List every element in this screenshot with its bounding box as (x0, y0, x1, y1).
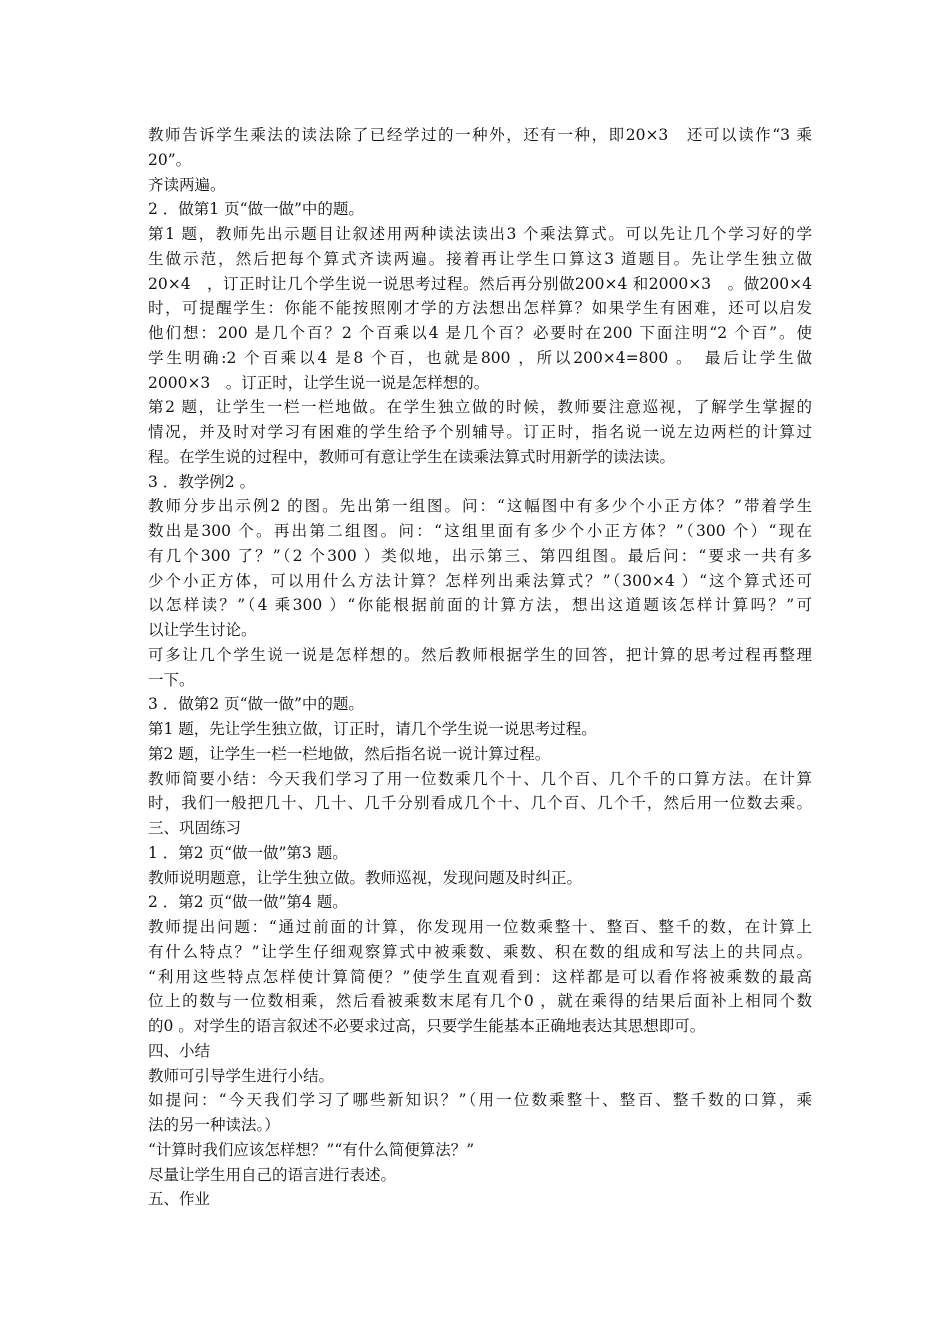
text-line: 一下。 (148, 670, 195, 689)
text-line: 四、小结 (148, 1041, 211, 1060)
text-line: 尽量让学生用自己的语言进行表述。 (148, 1165, 397, 1184)
text-line: 有几个300 了？”（2 个300 ）类似地，出示第三、第四组图。最后问：“要求一共有多 (148, 546, 812, 565)
text-line: 情况，并及时对学习有困难的学生给予个别辅导。订正时，指名说一说左边两栏的计算过 (148, 423, 812, 441)
text-line: 第2 题，让学生一栏一栏地做。在学生独立做的时候，教师要注意巡视，了解学生掌握的 (148, 398, 812, 417)
text-line: 以让学生讨论。 (148, 621, 257, 639)
text-line: 教师提出问题：“通过前面的计算，你发现用一位数乘整十、整百、整千的数，在计算上 (148, 918, 812, 936)
text-line: 3 ．教学例2 。 (148, 472, 256, 491)
text-line: 2000×3 。订正时，让学生说一说是怎样想的。 (148, 373, 490, 392)
text-line: 第2 题，让学生一栏一栏地做，然后指名说一说计算过程。 (148, 744, 551, 763)
document-body (148, 123, 812, 1212)
text-line: 第1 题，教师先出示题目让叙述用两种读法读出3 个乘法算式。可以先让几个学习好的学 (148, 225, 812, 243)
text-line: 如提问：“今天我们学习了哪些新知识？”（用一位数乘整十、整百、整千数的口算，乘 (148, 1091, 812, 1110)
text-line: 位上的数与一位数相乘，然后看被乘数末尾有几个0 ，就在乘得的结果后面补上相同个数 (148, 992, 812, 1011)
text-line: 时，我们一般把几十、几十、几千分别看成几个十、几个百、几个千，然后用一位数去乘。 (148, 794, 812, 813)
text-line: 有什么特点？”让学生仔细观察算式中被乘数、乘数、积在数的组成和写法上的共同点。 (148, 942, 812, 961)
text-line: 教师可引导学生进行小结。 (148, 1066, 335, 1085)
text-line: 的0 。对学生的语言叙述不必要求过高，只要学生能基本正确地表达其思想即可。 (148, 1017, 706, 1035)
text-line: “计算时我们应该怎样想？”“有什么简便算法？” (148, 1140, 475, 1159)
text-line: 第1 题，先让学生独立做，订正时，请几个学生说一说思考过程。 (148, 720, 597, 738)
text-line: 少个小正方体，可以用什么方法计算？怎样列出乘法算式？”（300×4 ）“这个算式还可 (148, 571, 812, 590)
text-line: 1 ．第2 页“做一做”第3 题。 (148, 843, 348, 862)
text-line: 2 ．做第1 页“做一做”中的题。 (148, 200, 364, 219)
text-line: “利用这些特点怎样使计算简便？”使学生直观看到：这样都是可以看作将被乘数的最高 (148, 967, 812, 986)
text-line: 2 ．第2 页“做一做”第4 题。 (148, 893, 348, 912)
text-line: 学生明确:2 个百乘以4 是8 个百，也就是800 ，所以200×4=800 。 最后让学生做 (148, 348, 812, 367)
text-line: 教师告诉学生乘法的读法除了已经学过的一种外，还有一种，即20×3 还可以读作“3 乘 (148, 126, 812, 144)
text-line: 20”。 (148, 150, 192, 169)
text-line: 他们想：200 是几个百？2 个百乘以4 是几个百？必要时在200 下面注明“2 个百”。使 (148, 324, 812, 342)
text-line: 程。在学生说的过程中，教师可有意让学生在读乘法算式时用新学的读法读。 (148, 447, 676, 466)
text-line: 教师简要小结：今天我们学习了用一位数乘几个十、几个百、几个千的口算方法。在计算 (148, 769, 812, 788)
text-line: 以怎样读？”（4 乘300 ）“你能根据前面的计算方法，想出这道题该怎样计算吗？”可 (148, 596, 812, 615)
text-line: 齐读两遍。 (148, 175, 226, 194)
text-line: 时，可提醒学生：你能不能按照刚才学的方法想出怎样算？如果学生有困难，还可以启发 (148, 299, 812, 318)
text-line: 法的另一种读法。） (148, 1116, 280, 1134)
text-line: 生做示范，然后把每个算式齐读两遍。接着再让学生口算这3 道题目。先让学生独立做 (148, 249, 812, 268)
text-line: 可多让几个学生说一说是怎样想的。然后教师根据学生的回答，把计算的思考过程再整理 (148, 645, 812, 664)
text-line: 20×4 ，订正时让几个学生说一说思考过程。然后再分别做200×4 和2000×3 。做200×4 (148, 274, 812, 293)
text-line: 五、作业 (148, 1190, 211, 1209)
text-line: 三、巩固练习 (148, 819, 242, 837)
text-line: 教师分步出示例2 的图。先出第一组图。问：“这幅图中有多少个小正方体？”带着学生 (148, 497, 812, 516)
text-line: 教师说明题意，让学生独立做。教师巡视，发现问题及时纠正。 (148, 868, 583, 887)
text-line: 数出是300 个。再出第二组图。问：“这组里面有多少个小正方体？”（300 个）“现在 (148, 522, 812, 540)
text-line: 3 ．做第2 页“做一做”中的题。 (148, 695, 364, 714)
